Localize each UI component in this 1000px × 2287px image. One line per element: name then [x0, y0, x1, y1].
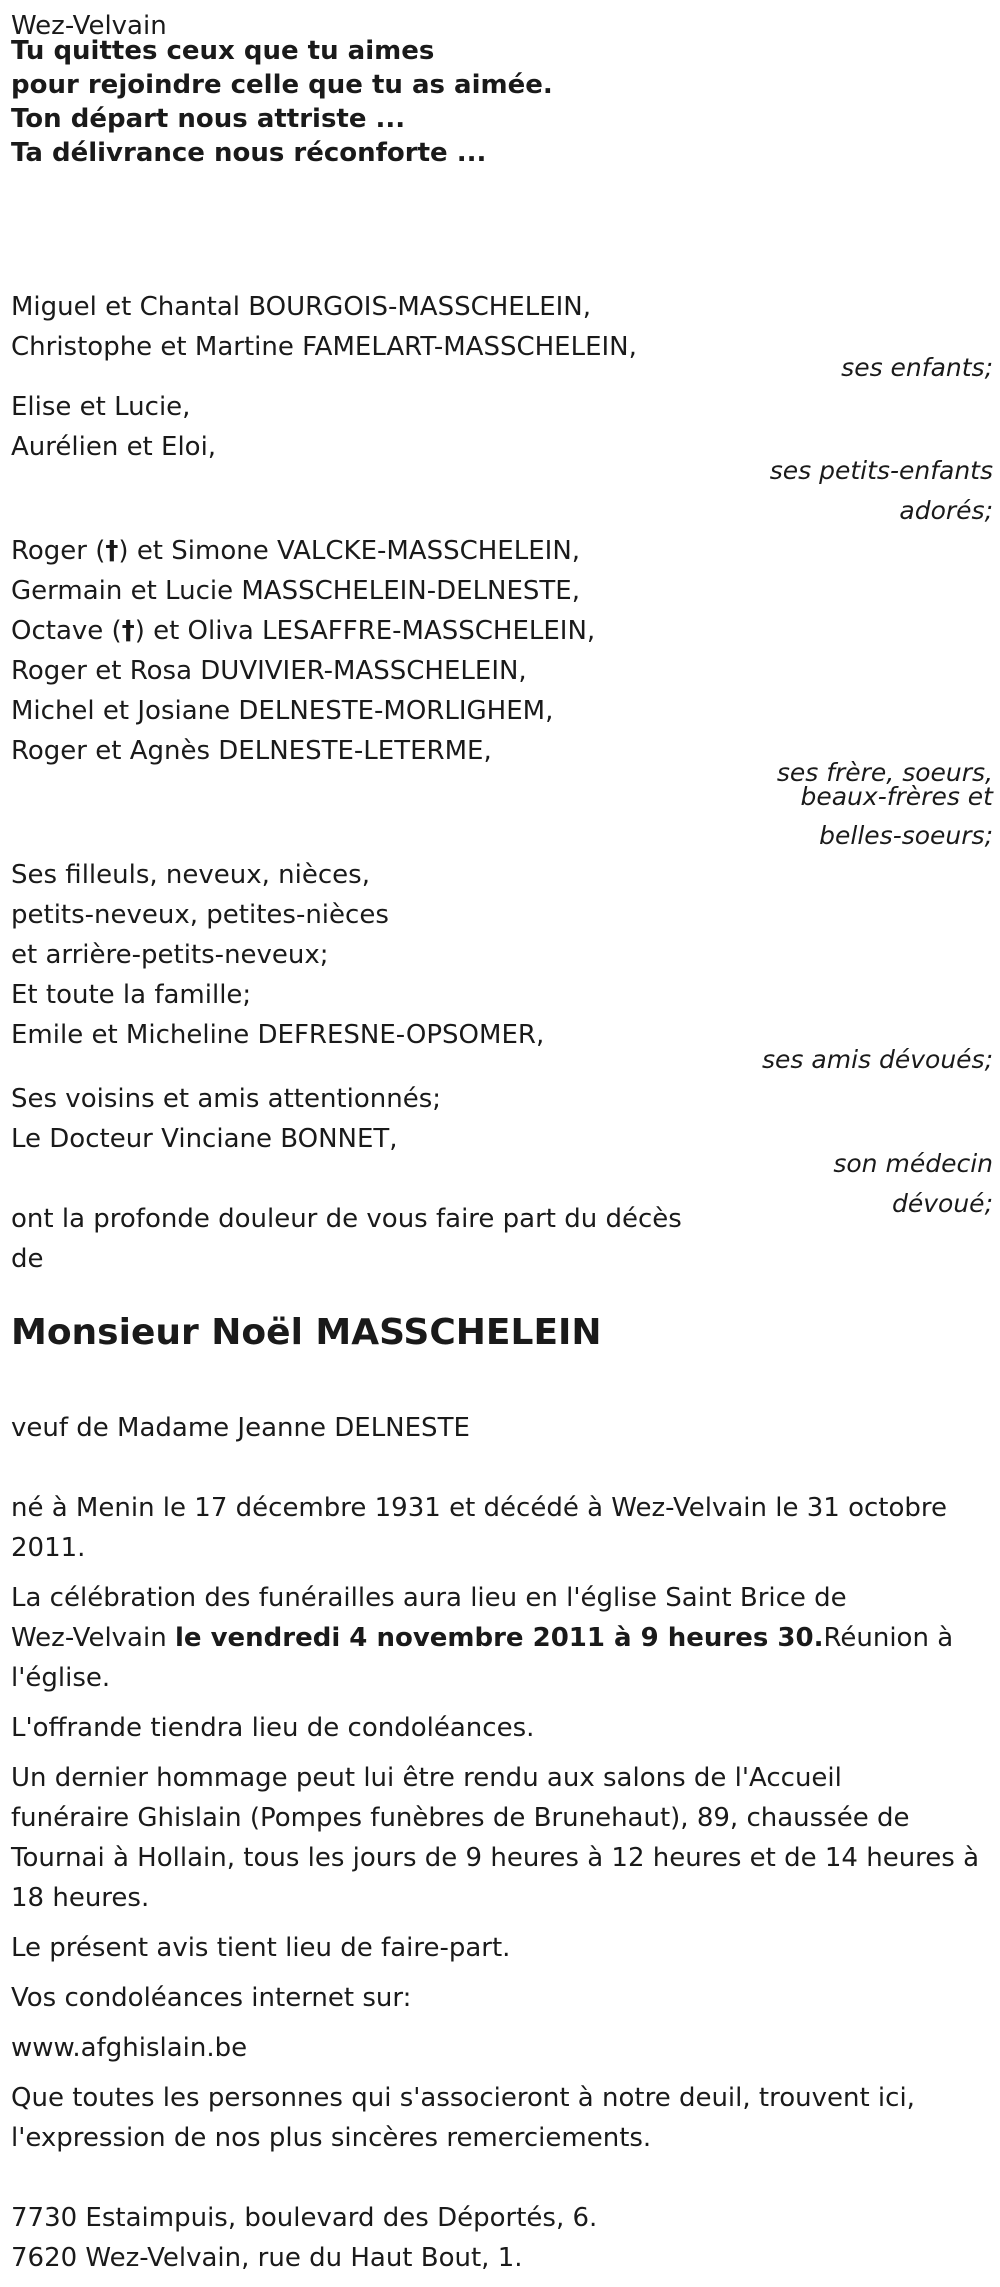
relation-label: belles-soeurs; — [819, 821, 993, 850]
relation-label: ses petits-enfants — [769, 456, 993, 485]
family-line: petits-neveux, petites-nièces — [11, 900, 389, 930]
poem-line: pour rejoindre celle que tu as aimée. — [11, 70, 553, 100]
relation-label: beaux-frères et — [800, 782, 993, 811]
funeral-line: Wez-Velvain le vendredi 4 novembre 2011 à 9 heures 30.Réunion à — [11, 1623, 954, 1653]
family-line: Elise et Lucie, — [11, 392, 191, 422]
funeral-date: le vendredi 4 novembre 2011 à 9 heures 30. — [174, 1623, 824, 1653]
family-line: et arrière-petits-neveux; — [11, 940, 329, 970]
website-link[interactable]: www.afghislain.be — [11, 2033, 248, 2063]
family-line: Roger et Rosa DUVIVIER-MASSCHELEIN, — [11, 656, 527, 686]
birth-line: né à Menin le 17 décembre 1931 et décédé à Wez-Velvain le 31 octobre — [11, 1493, 947, 1523]
family-line: Christophe et Martine FAMELART-MASSCHELEIN, — [11, 332, 637, 362]
tribute-line: Tournai à Hollain, tous les jours de 9 heures à 12 heures et de 14 heures à — [11, 1843, 980, 1873]
condolences-line: Vos condoléances internet sur: — [11, 1983, 412, 2013]
cross-icon: † — [121, 616, 135, 646]
family-line: Emile et Micheline DEFRESNE-OPSOMER, — [11, 1020, 545, 1050]
family-line: Ses voisins et amis attentionnés; — [11, 1084, 442, 1114]
family-line: Germain et Lucie MASSCHELEIN-DELNESTE, — [11, 576, 581, 606]
address-line: 7620 Wez-Velvain, rue du Haut Bout, 1. — [11, 2243, 523, 2273]
birth-line: 2011. — [11, 1533, 86, 1563]
family-line: Octave (†) et Oliva LESAFFRE-MASSCHELEIN, — [11, 616, 596, 646]
cross-icon: † — [105, 536, 119, 566]
funeral-line: La célébration des funérailles aura lieu en l'église Saint Brice de — [11, 1583, 847, 1613]
family-line: Et toute la famille; — [11, 980, 252, 1010]
family-line: Miguel et Chantal BOURGOIS-MASSCHELEIN, — [11, 292, 591, 322]
family-line: Le Docteur Vinciane BONNET, — [11, 1124, 398, 1154]
tribute-line: Un dernier hommage peut lui être rendu aux salons de l'Accueil — [11, 1763, 842, 1793]
tribute-line: funéraire Ghislain (Pompes funèbres de Brunehaut), 89, chaussée de — [11, 1803, 910, 1833]
relation-label: adorés; — [899, 496, 993, 525]
relation-label: son médecin — [833, 1149, 993, 1178]
address-line: 7730 Estaimpuis, boulevard des Déportés, 6. — [11, 2203, 598, 2233]
family-line: Michel et Josiane DELNESTE-MORLIGHEM, — [11, 696, 554, 726]
poem-line: Tu quittes ceux que tu aimes — [11, 36, 435, 66]
widower-line: veuf de Madame Jeanne DELNESTE — [11, 1413, 470, 1443]
poem-line: Ton départ nous attriste ... — [11, 104, 406, 134]
announcement-line: de — [11, 1244, 44, 1274]
thanks-line: l'expression de nos plus sincères remerciements. — [11, 2123, 652, 2153]
family-line: Aurélien et Eloi, — [11, 432, 217, 462]
relation-label: ses enfants; — [841, 353, 993, 382]
place-name: Wez-Velvain — [11, 11, 167, 41]
family-line: Ses filleuls, neveux, nièces, — [11, 860, 370, 890]
relation-label: ses frère, soeurs, — [776, 758, 993, 787]
funeral-line: l'église. — [11, 1663, 111, 1693]
deceased-name: Monsieur Noël MASSCHELEIN — [11, 1312, 602, 1353]
thanks-line: Que toutes les personnes qui s'associeront à notre deuil, trouvent ici, — [11, 2083, 915, 2113]
offering-line: L'offrande tiendra lieu de condoléances. — [11, 1713, 535, 1743]
relation-label: ses amis dévoués; — [762, 1045, 993, 1074]
family-line: Roger et Agnès DELNESTE-LETERME, — [11, 736, 492, 766]
poem-line: Ta délivrance nous réconforte ... — [11, 138, 487, 168]
relation-label: dévoué; — [892, 1189, 993, 1218]
announcement-line: ont la profonde douleur de vous faire part du décès — [11, 1204, 682, 1234]
family-line: Roger (†) et Simone VALCKE-MASSCHELEIN, — [11, 536, 581, 566]
tribute-line: 18 heures. — [11, 1883, 150, 1913]
notice-line: Le présent avis tient lieu de faire-part. — [11, 1933, 511, 1963]
